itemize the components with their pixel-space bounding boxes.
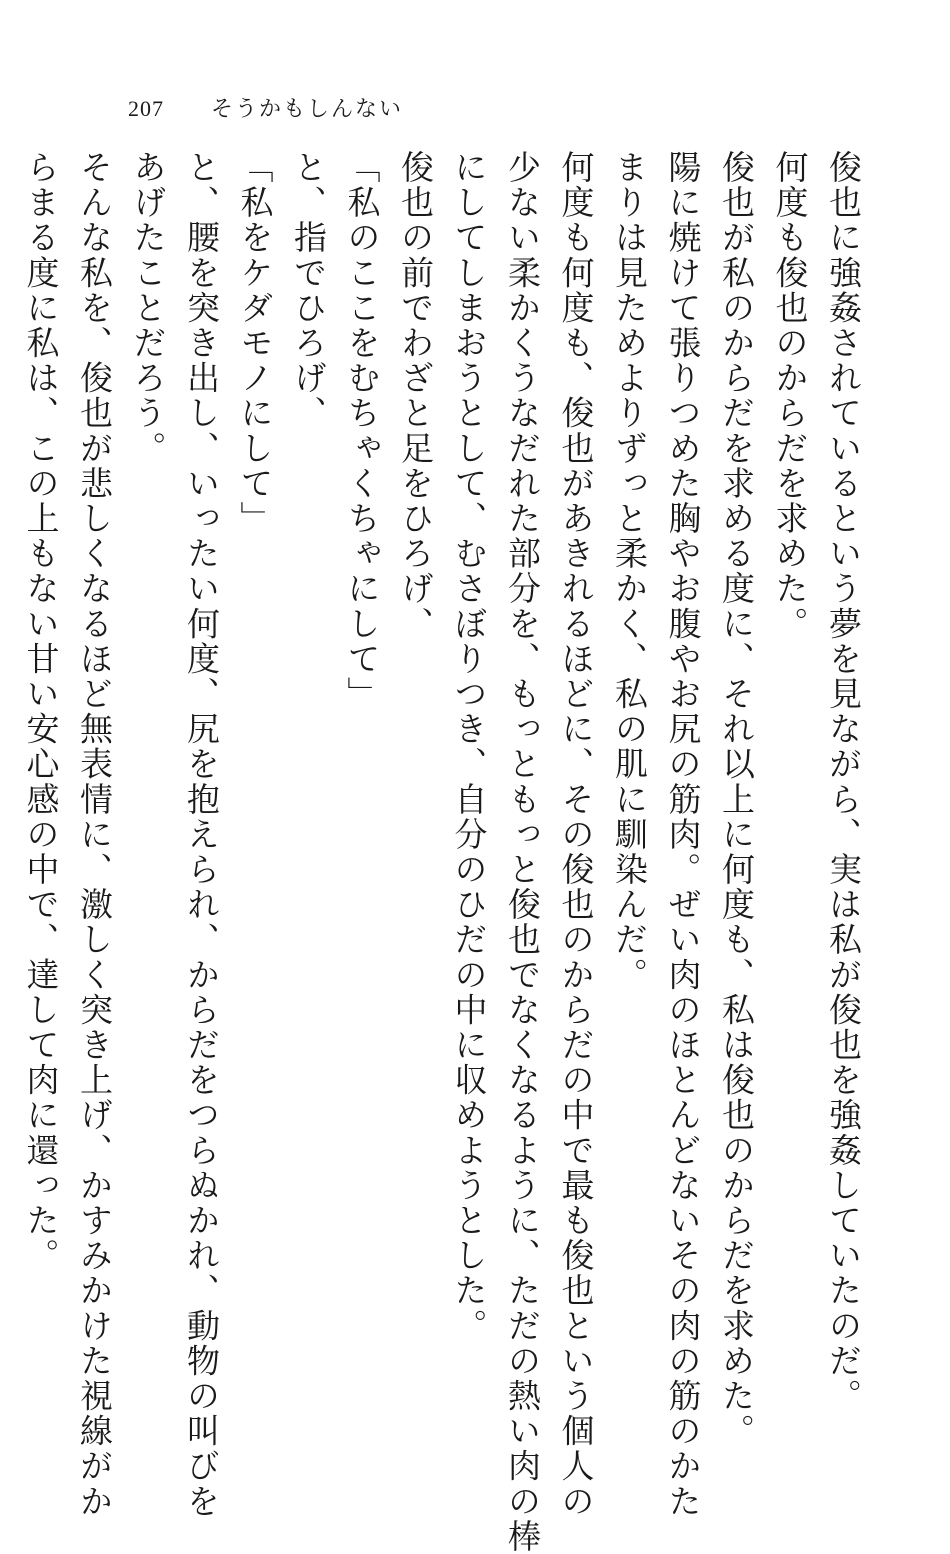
text-line: まりは見ためよりずっと柔かく、私の肌に馴染んだ。 — [610, 150, 649, 993]
text-line: と、指でひろげ、 — [289, 150, 328, 431]
text-line: そんな私を、俊也が悲しくなるほど無表情に、激しく突き上げ、かすみかけた視線がか — [75, 150, 114, 1519]
text-line: 少ない柔かくうなだれた部分を、もっともっと俊也でなくなるように、ただの熱い肉の棒 — [503, 150, 542, 1554]
text-line: 何度も俊也のからだを求めた。 — [770, 150, 810, 642]
text-line: 何度も何度も、俊也があきれるほどに、その俊也のからだの中で最も俊也という個人の — [556, 150, 596, 1519]
text-line: 俊也が私のからだを求める度に、それ以上に何度も、私は俊也のからだを求めた。 — [717, 150, 756, 1449]
text-line: あげたことだろう。 — [128, 150, 168, 466]
text-line: らまる度に私は、この上もない甘い安心感の中で、達して肉に還った。 — [21, 150, 61, 1274]
text-line: にしてしまおうとして、むさぼりつき、自分のひだの中に収めようとした。 — [449, 150, 489, 1344]
text-line: 「私のここをむちゃくちゃにして」 — [342, 150, 382, 712]
body-text — [21, 150, 870, 1554]
text-line: 陽に焼けて張りつめた胸やお腹やお尻の筋肉。ぜい肉のほとんどないその肉の筋のかた — [663, 150, 703, 1519]
text-line: と、腰を突き出し、いったい何度、尻を抱えられ、からだをつらぬかれ、動物の叫びを — [182, 150, 221, 1519]
text-line: 俊也の前でわざと足をひろげ、 — [396, 150, 435, 642]
page-header — [128, 92, 403, 123]
text-line: 俊也に強姦されているという夢を見ながら、実は私が俊也を強姦していたのだ。 — [824, 150, 863, 1414]
text-line: 「私をケダモノにして」 — [235, 150, 275, 537]
page-number: 207 — [128, 96, 164, 121]
running-title: そうかもしんない — [211, 97, 404, 122]
